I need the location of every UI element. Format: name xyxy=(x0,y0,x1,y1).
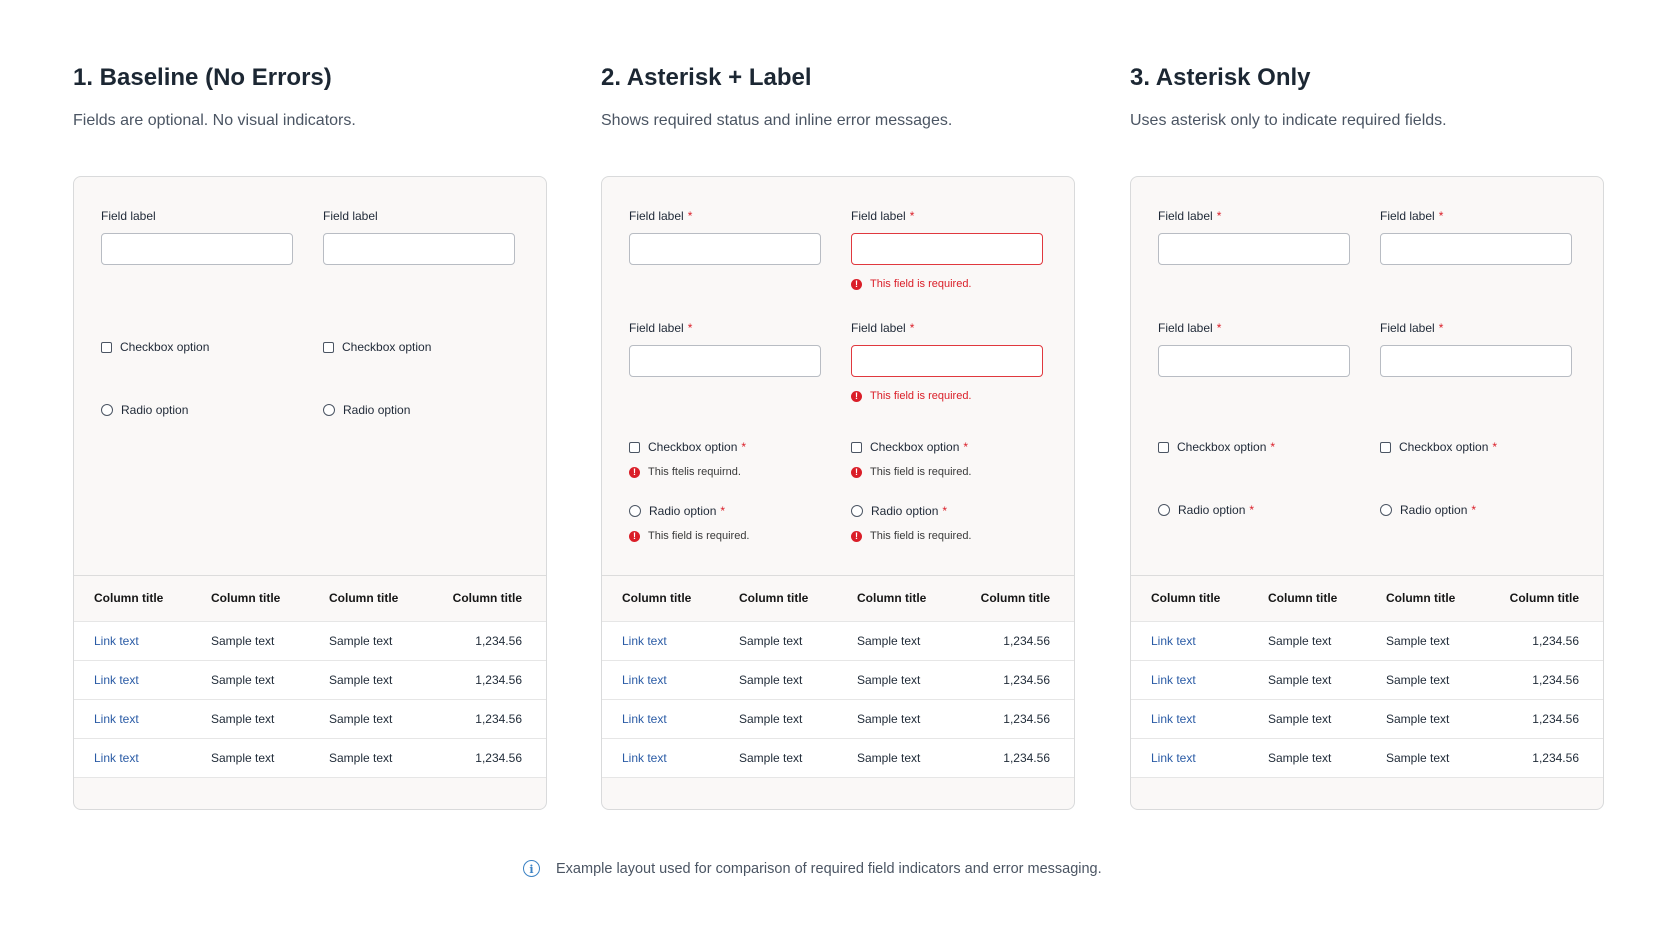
footer-text: Example layout used for comparison of required field indicators and error messaging. xyxy=(556,860,1102,877)
text-input-error[interactable] xyxy=(851,233,1043,265)
table-cell: Sample text xyxy=(329,634,393,648)
error-circle-icon: ! xyxy=(851,391,862,402)
form-card xyxy=(1130,176,1604,810)
field-label: Field label * xyxy=(629,321,693,335)
form-card xyxy=(601,176,1075,810)
checkbox-option[interactable]: Checkbox option * xyxy=(629,440,746,454)
error-message: ! This field is required. xyxy=(629,530,750,542)
column-header: Column title xyxy=(857,591,927,605)
table-cell-number: 1,234.56 xyxy=(475,751,522,765)
text-input[interactable] xyxy=(1158,233,1350,265)
table-cell: Sample text xyxy=(1268,634,1332,648)
field-label: Field label * xyxy=(629,209,693,223)
field-label: Field label * xyxy=(1380,321,1444,335)
required-asterisk: * xyxy=(1438,321,1444,335)
checkbox-box[interactable] xyxy=(851,442,862,453)
column-title: 3. Asterisk Only xyxy=(1130,64,1311,91)
radio-option[interactable]: Radio option xyxy=(101,403,188,417)
table-row xyxy=(74,661,546,700)
checkbox-option[interactable]: Checkbox option xyxy=(101,340,209,354)
column-title: 1. Baseline (No Errors) xyxy=(73,64,332,91)
column-header: Column title xyxy=(211,591,281,605)
row-link[interactable]: Link text xyxy=(94,712,139,726)
row-link[interactable]: Link text xyxy=(1151,634,1196,648)
table-row xyxy=(1131,739,1603,778)
row-link[interactable]: Link text xyxy=(1151,712,1196,726)
table-cell-number: 1,234.56 xyxy=(1003,673,1050,687)
required-asterisk: * xyxy=(1438,209,1444,223)
required-asterisk: * xyxy=(1270,440,1276,454)
column-header: Column title xyxy=(1268,591,1338,605)
required-asterisk: * xyxy=(1492,440,1498,454)
column-description: Fields are optional. No visual indicators. xyxy=(73,112,356,129)
radio-option[interactable]: Radio option * xyxy=(629,504,725,518)
form-area xyxy=(74,177,546,575)
checkbox-option[interactable]: Checkbox option * xyxy=(851,440,968,454)
column-header: Column title xyxy=(1386,591,1456,605)
column-header: Column title xyxy=(980,591,1050,605)
column-description: Uses asterisk only to indicate required fields. xyxy=(1130,112,1447,129)
radio-circle[interactable] xyxy=(1380,504,1392,516)
text-input-error[interactable] xyxy=(851,345,1043,377)
field-label: Field label * xyxy=(1158,209,1222,223)
column-header: Column title xyxy=(452,591,522,605)
error-message: ! This field is required. xyxy=(851,466,972,478)
error-message: ! This field is required. xyxy=(851,390,972,402)
column-header: Column title xyxy=(739,591,809,605)
table-cell: Sample text xyxy=(211,673,275,687)
table-cell: Sample text xyxy=(1268,751,1332,765)
row-link[interactable]: Link text xyxy=(622,634,667,648)
column-header: Column title xyxy=(94,591,164,605)
table-cell-number: 1,234.56 xyxy=(1003,712,1050,726)
footer-note xyxy=(523,860,1102,877)
table-cell-number: 1,234.56 xyxy=(1003,751,1050,765)
text-input[interactable] xyxy=(323,233,515,265)
required-asterisk: * xyxy=(687,321,693,335)
info-icon: i xyxy=(523,860,540,877)
table-cell: Sample text xyxy=(211,712,275,726)
form-area xyxy=(1131,177,1603,575)
checkbox-option[interactable]: Checkbox option * xyxy=(1380,440,1497,454)
error-circle-icon: ! xyxy=(851,279,862,290)
row-link[interactable]: Link text xyxy=(622,673,667,687)
text-input[interactable] xyxy=(101,233,293,265)
table-cell: Sample text xyxy=(1386,634,1450,648)
table-cell: Sample text xyxy=(857,712,921,726)
radio-circle[interactable] xyxy=(323,404,335,416)
table-cell-number: 1,234.56 xyxy=(1532,712,1579,726)
table-row xyxy=(602,739,1074,778)
table-cell: Sample text xyxy=(1268,712,1332,726)
table-cell: Sample text xyxy=(329,712,393,726)
data-table xyxy=(74,575,546,778)
field-label: Field label * xyxy=(851,321,915,335)
error-message: ! This field is required. xyxy=(851,278,972,290)
table-cell: Sample text xyxy=(1386,673,1450,687)
checkbox-box[interactable] xyxy=(1158,442,1169,453)
table-cell-number: 1,234.56 xyxy=(1532,673,1579,687)
table-cell: Sample text xyxy=(1386,751,1450,765)
table-cell: Sample text xyxy=(329,673,393,687)
table-row xyxy=(1131,700,1603,739)
table-cell: Sample text xyxy=(857,751,921,765)
required-asterisk: * xyxy=(1216,209,1222,223)
radio-circle[interactable] xyxy=(101,404,113,416)
required-asterisk: * xyxy=(942,504,948,518)
error-circle-icon: ! xyxy=(629,467,640,478)
field-label: Field label * xyxy=(1380,209,1444,223)
column-description: Shows required status and inline error messages. xyxy=(601,112,953,129)
table-row xyxy=(602,700,1074,739)
radio-option[interactable]: Radio option * xyxy=(851,504,947,518)
table-cell-number: 1,234.56 xyxy=(475,673,522,687)
error-circle-icon: ! xyxy=(851,467,862,478)
row-link[interactable]: Link text xyxy=(1151,673,1196,687)
table-header-row xyxy=(602,576,1074,622)
form-area xyxy=(602,177,1074,575)
radio-circle[interactable] xyxy=(851,505,863,517)
checkbox-box[interactable] xyxy=(101,342,112,353)
table-cell-number: 1,234.56 xyxy=(475,634,522,648)
table-cell: Sample text xyxy=(739,634,803,648)
table-row xyxy=(1131,661,1603,700)
row-link[interactable]: Link text xyxy=(94,634,139,648)
required-asterisk: * xyxy=(1249,503,1255,517)
field-label: Field label xyxy=(323,209,378,223)
table-cell: Sample text xyxy=(1386,712,1450,726)
column-header: Column title xyxy=(622,591,692,605)
table-cell-number: 1,234.56 xyxy=(1532,751,1579,765)
table-cell-number: 1,234.56 xyxy=(1532,634,1579,648)
field-label: Field label * xyxy=(1158,321,1222,335)
error-circle-icon: ! xyxy=(629,531,640,542)
required-asterisk: * xyxy=(687,209,693,223)
row-link[interactable]: Link text xyxy=(94,673,139,687)
form-card xyxy=(73,176,547,810)
table-row xyxy=(74,700,546,739)
row-link[interactable]: Link text xyxy=(622,751,667,765)
radio-circle[interactable] xyxy=(1158,504,1170,516)
table-cell: Sample text xyxy=(739,751,803,765)
table-cell: Sample text xyxy=(211,634,275,648)
column-title: 2. Asterisk + Label xyxy=(601,64,812,91)
error-message: ! This field is required. xyxy=(851,530,972,542)
table-row xyxy=(74,622,546,661)
table-row xyxy=(1131,622,1603,661)
required-asterisk: * xyxy=(720,504,726,518)
table-cell: Sample text xyxy=(211,751,275,765)
table-cell: Sample text xyxy=(857,634,921,648)
table-header-row xyxy=(74,576,546,622)
required-asterisk: * xyxy=(1216,321,1222,335)
radio-option[interactable]: Radio option * xyxy=(1158,503,1254,517)
table-cell: Sample text xyxy=(329,751,393,765)
text-input[interactable] xyxy=(629,233,821,265)
checkbox-box[interactable] xyxy=(323,342,334,353)
radio-option[interactable]: Radio option xyxy=(323,403,410,417)
column-header: Column title xyxy=(1151,591,1221,605)
radio-circle[interactable] xyxy=(629,505,641,517)
column-header: Column title xyxy=(329,591,399,605)
text-input[interactable] xyxy=(1380,233,1572,265)
checkbox-box[interactable] xyxy=(1380,442,1391,453)
data-table xyxy=(1131,575,1603,778)
row-link[interactable]: Link text xyxy=(622,712,667,726)
column-header: Column title xyxy=(1509,591,1579,605)
text-input[interactable] xyxy=(629,345,821,377)
field-label: Field label * xyxy=(851,209,915,223)
table-cell: Sample text xyxy=(1268,673,1332,687)
text-input[interactable] xyxy=(1158,345,1350,377)
table-header-row xyxy=(1131,576,1603,622)
checkbox-box[interactable] xyxy=(629,442,640,453)
table-cell: Sample text xyxy=(739,673,803,687)
radio-option[interactable]: Radio option * xyxy=(1380,503,1476,517)
text-input[interactable] xyxy=(1380,345,1572,377)
row-link[interactable]: Link text xyxy=(1151,751,1196,765)
field-label: Field label xyxy=(101,209,156,223)
table-row xyxy=(602,661,1074,700)
data-table xyxy=(602,575,1074,778)
required-asterisk: * xyxy=(963,440,969,454)
table-row xyxy=(602,622,1074,661)
error-message: ! This ftelis requirnd. xyxy=(629,466,741,478)
table-cell: Sample text xyxy=(857,673,921,687)
table-cell: Sample text xyxy=(739,712,803,726)
checkbox-option[interactable]: Checkbox option * xyxy=(1158,440,1275,454)
required-asterisk: * xyxy=(741,440,747,454)
row-link[interactable]: Link text xyxy=(94,751,139,765)
table-cell-number: 1,234.56 xyxy=(1003,634,1050,648)
error-circle-icon: ! xyxy=(851,531,862,542)
checkbox-option[interactable]: Checkbox option xyxy=(323,340,431,354)
required-asterisk: * xyxy=(909,321,915,335)
required-asterisk: * xyxy=(909,209,915,223)
table-cell-number: 1,234.56 xyxy=(475,712,522,726)
table-row xyxy=(74,739,546,778)
required-asterisk: * xyxy=(1471,503,1477,517)
